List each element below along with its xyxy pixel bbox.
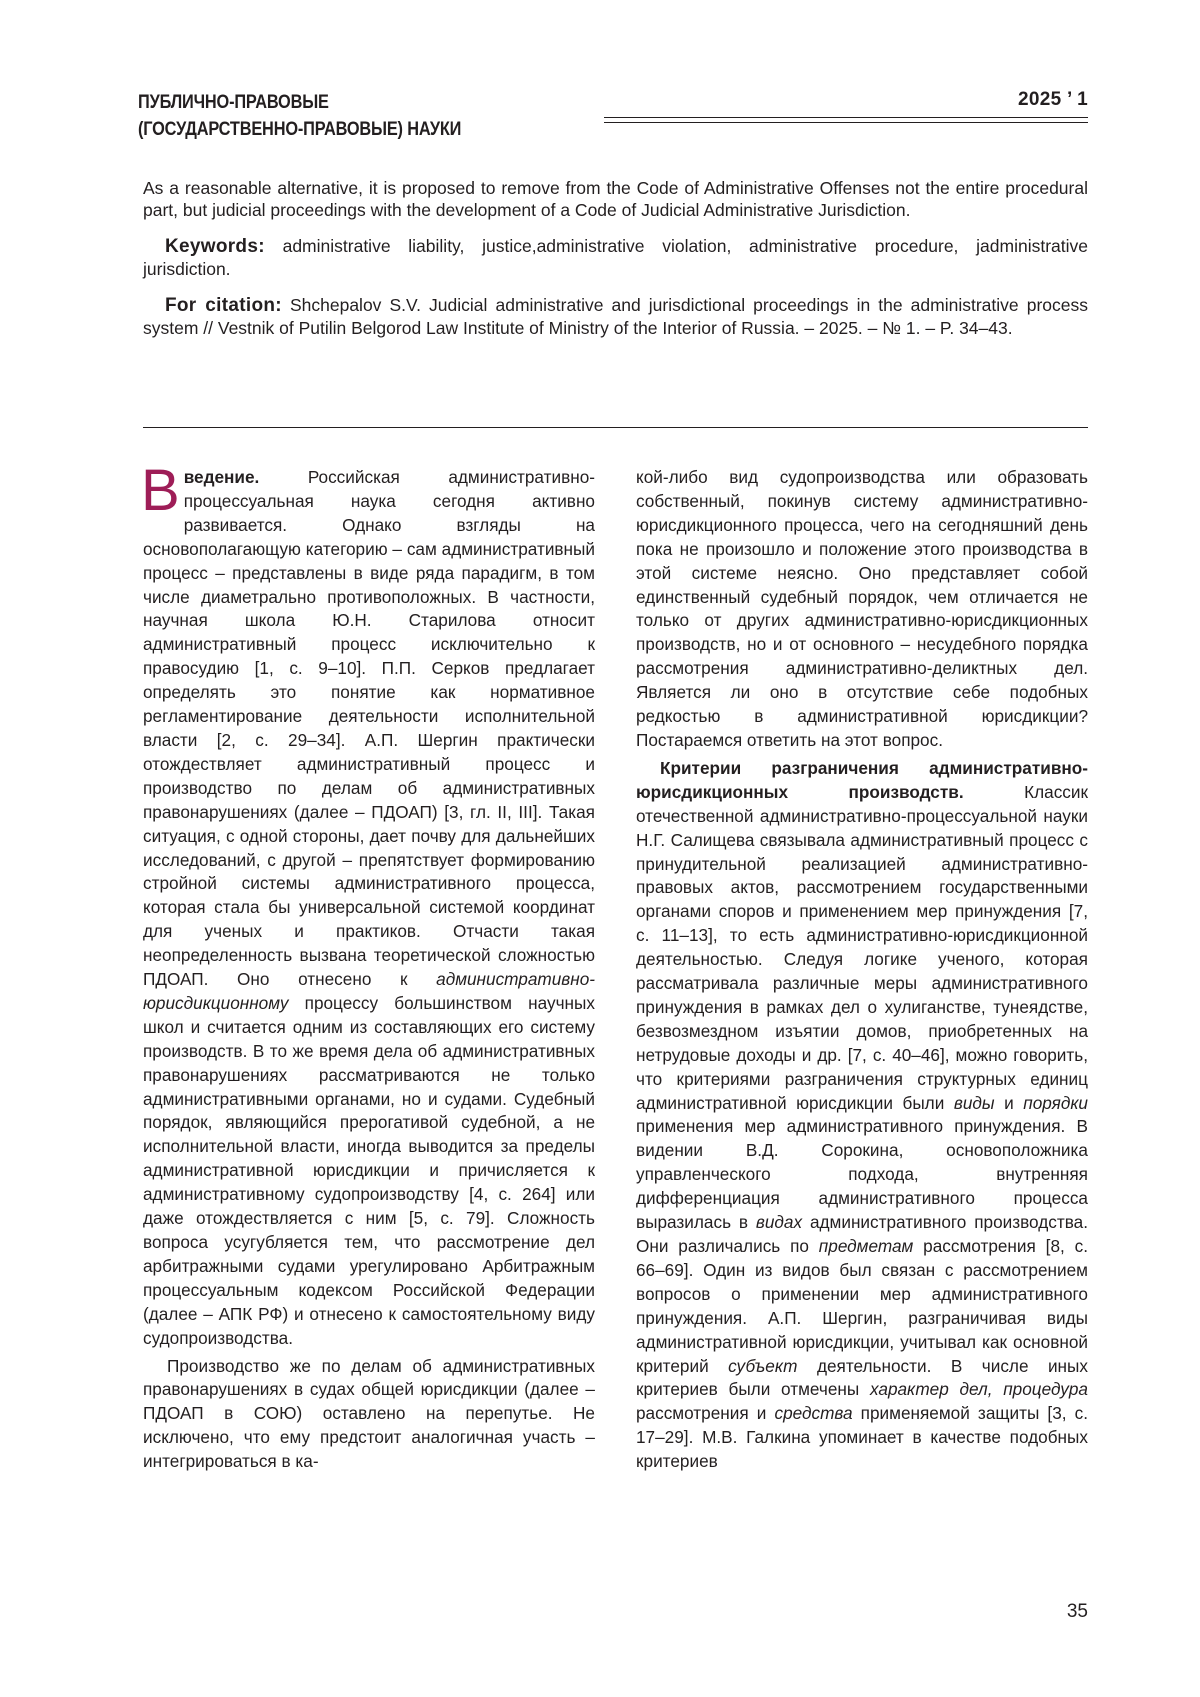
criteria-text-f: деятельности. В числе иных критериев были отмечены	[636, 1355, 1089, 1400]
paragraph-2: Производство же по делам об административных правонарушениях в судах общей юрисдикции (далее – ПДОАП в СОЮ) оставлено на перепутье. Не исключено, что ему предстоит аналогичная участь – интегрироваться в ка-	[143, 1355, 595, 1472]
abstract-block	[143, 177, 1088, 353]
abstract-text: As a reasonable alternative, it is proposed to remove from the Code of Administrative Offenses not the entire procedural part, but judicial proceedings with the development of a Code of Judicial Administrative Jurisdiction.	[143, 178, 1088, 220]
criteria-paragraph	[636, 757, 1088, 1474]
header-rule-top	[604, 117, 1088, 118]
journal-section-line-1: ПУБЛИЧНО-ПРАВОВЫЕ	[138, 92, 329, 113]
criteria-text-g: рассмотрения и	[636, 1403, 775, 1424]
drop-cap: В	[141, 458, 180, 523]
continued-paragraph: кой-либо вид судопроизводства или образовать собственный, покинув систему административно-юрисдикционного процесса, чего на сегодняшний день пока не произошло и положение этого производства в этой системе неясно. Оно представляет собой единственный судебный порядок, чем отличается не только от других административно-юрисдикционных производств, но и от основного – несудебного порядка рассмотрения административно-деликтных дел. Является ли оно в отсутствие себе подобных редкостью в административной юрисдикции? Постараемся ответить на этот вопрос.	[636, 467, 1088, 750]
criteria-italic-5: субъект	[728, 1355, 798, 1376]
criteria-italic-6: характер дел, процедура	[869, 1379, 1088, 1400]
citation	[143, 294, 1088, 339]
criteria-italic-2: порядки	[1023, 1092, 1088, 1113]
keywords-label: Keywords:	[165, 236, 265, 257]
citation-text: Shchepalov S.V. Judicial administrative and jurisdictional proceedings in the administrative process system // Vestnik of Putilin Belgorod Law Institute of Ministry of the Interior of Russia. – 2025. – № 1. – P. 34–43.	[143, 295, 1088, 338]
criteria-heading: Критерии разграничения административно-юрисдикционных производств.	[636, 757, 1088, 802]
criteria-text-e: рассмотрения [8, с. 66–69]. Один из видов был связан с рассмотрением вопросов о применении мер административного принуждения. А.П. Шергин, разграничивая виды административной юрисдикции, учитывал как основной критерий	[636, 1236, 1088, 1376]
criteria-text-a: Классик отечественной административно-процессуальной науки Н.Г. Салищева связывала административный процесс с принудительной реализацией административно-правовых актов, рассмотрением государственными органами споров и применением мер принуждения [7, с. 11–13], то есть административно-юрисдикционной деятельностью. Следуя логике ученого, которая рассматривала различные меры административного принуждения в рамках дел о хулиганстве, тунеядстве, безвозмездном изъятии домов, приобретенных на нетрудовые доходы и др. [7, с. 40–46], можно говорить, что критериями разграничения структурных единиц административной юрисдикции были	[636, 781, 1089, 1113]
criteria-italic-4: предметам	[818, 1236, 914, 1256]
criteria-text-b: и	[994, 1092, 1024, 1113]
criteria-italic-3: видах	[755, 1212, 803, 1233]
page-number: 35	[1066, 1601, 1088, 1622]
left-column	[141, 458, 595, 1474]
criteria-text-h: применяемой защиты [3, с. 17–29]. М.В. Галкина упоминает в качестве подобных критериев	[636, 1403, 1089, 1472]
journal-section-title	[138, 89, 461, 143]
section-divider	[143, 427, 1088, 428]
intro-heading: ведение.	[183, 467, 260, 487]
issue-number: 2025 ’ 1	[1017, 89, 1088, 110]
intro-text-b: процессу большинством научных школ и считается одним из составляющих его систему производств. В то же время дела об административных правонарушениях рассматриваются не только административными органами, но и судами. Судебный порядок, являющийся прерогативой судебной, а не исполнительной власти, иногда выводится за пределы административной юрисдикции и причисляется к административному судопроизводству [4, с. 264] или даже отождествляется с ним [5, с. 79]. Сложность вопроса усугубляется тем, что рассмотрение дел арбитражными судами урегулировано Арбитражным процессуальным кодексом Российской Федерации (далее – АПК РФ) и отнесено к самостоятельному виду судопроизводства.	[143, 992, 595, 1348]
header-rule-bottom	[604, 122, 1088, 123]
intro-text-a: Российская административно-процессуальная наука сегодня активно развивается. Однако взгляды на основополагающую категорию – сам административный процесс – представлены в виде ряда парадигм, в том числе диаметрально противоположных. В частности, научная школа Ю.Н. Старилова относит административный процесс исключительно к правосудию [1, с. 9–10]. П.П. Серков предлагает определять это понятие как нормативное регламентирование деятельности исполнительной власти [2, с. 29–34]. А.П. Шергин практически отождествляет административный процесс и производство по делам об административных правонарушениях (далее – ПДОАП) [3, гл. II, III]. Такая ситуация, с одной стороны, дает почву для дальнейших исследований, с другой – препятствует формированию стройной системы административного процесса, которая стала бы универсальной системой координат для ученых и практиков. Отчасти такая неопределенность вызвана теоретической сложностью ПДОАП. Оно отнесено к	[143, 467, 595, 990]
intro-italic: административно-юрисдикционному	[143, 969, 595, 1013]
criteria-text-d: административного производства. Они различались по	[636, 1212, 1088, 1256]
intro-paragraph	[141, 458, 595, 1351]
right-column	[636, 466, 1088, 1474]
keywords-text: administrative liability, justice,administrative violation, administrative procedure, jadministrative jurisdiction.	[143, 236, 1088, 279]
keywords	[143, 235, 1088, 280]
journal-section-line-2: (ГОСУДАРСТВЕННО-ПРАВОВЫЕ) НАУКИ	[138, 119, 462, 140]
criteria-italic-1: виды	[953, 1092, 995, 1113]
criteria-text-c: применения мер административного принуждения. В видении В.Д. Сорокина, основоположника управленческого подхода, внутренняя дифференциация административного процесса выразилась в	[636, 1116, 1088, 1233]
criteria-italic-7: средства	[774, 1403, 853, 1424]
citation-label: For citation:	[165, 295, 282, 316]
